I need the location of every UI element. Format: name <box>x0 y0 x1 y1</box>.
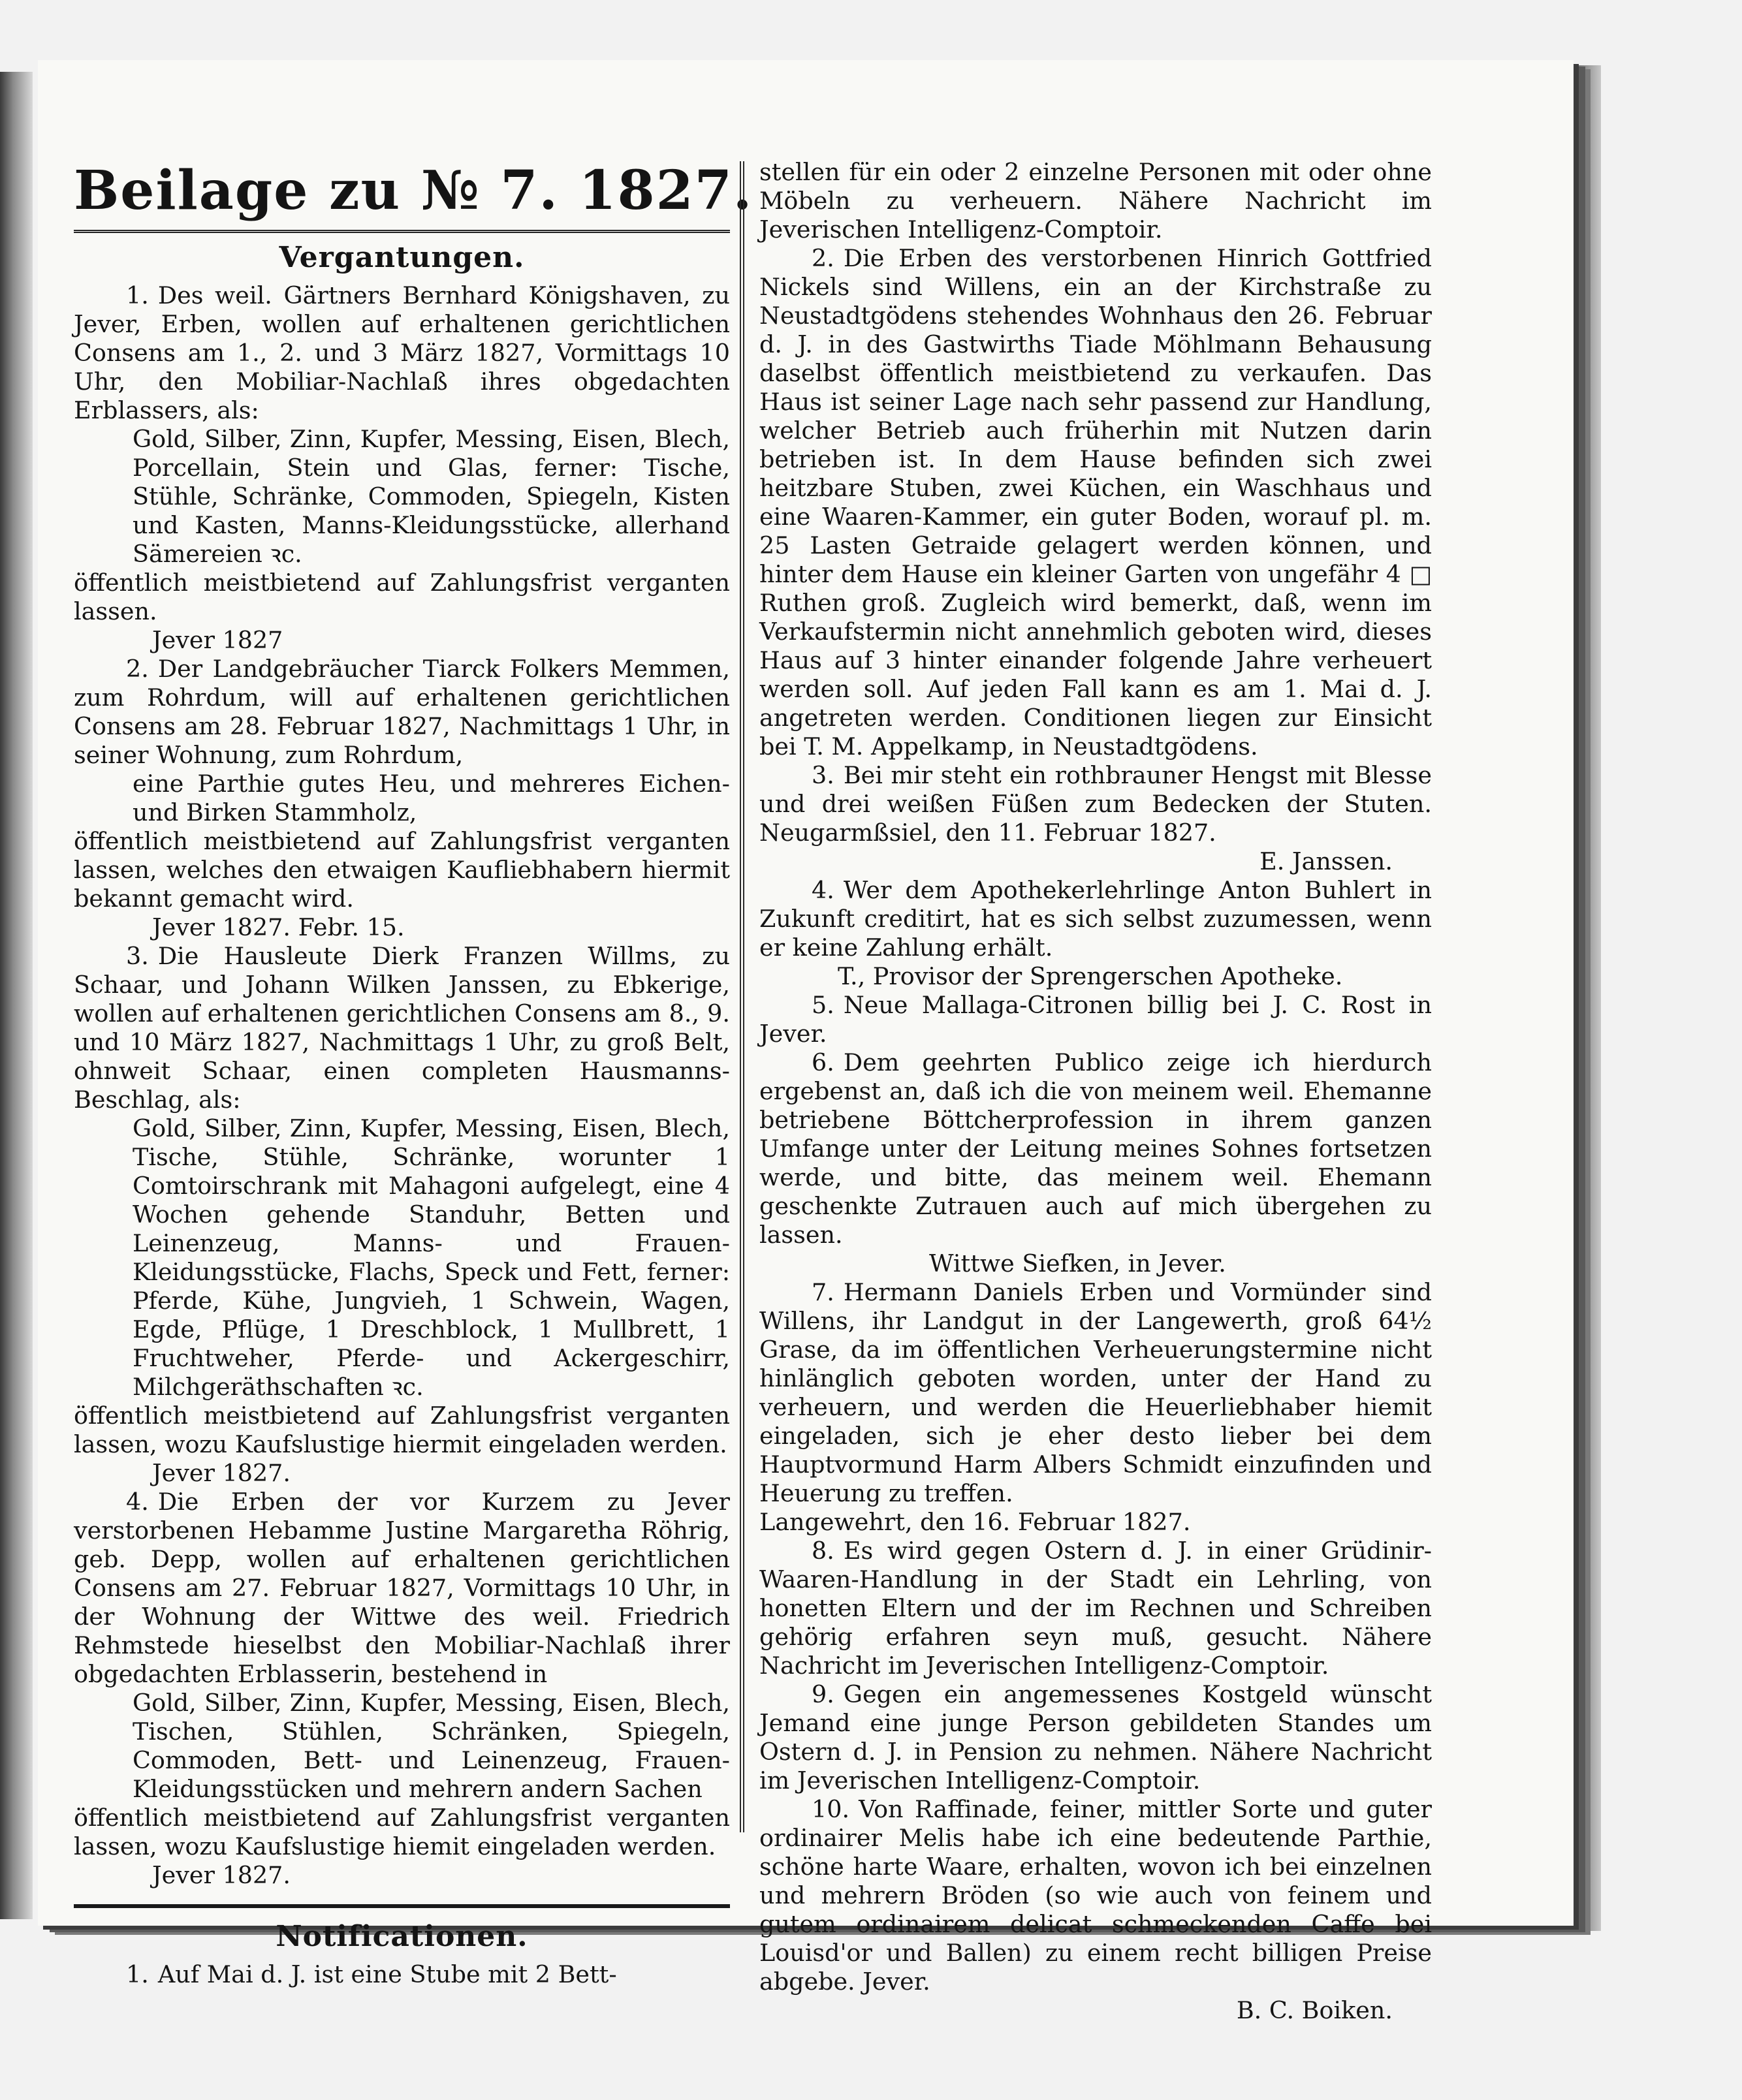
section-heading-notificationen: Notificationen. <box>276 1920 528 1953</box>
notice-intro: Der Landgebräucher Tiarck Folkers Memmen, zum Rohrdum, will auf erhaltenen gerichtlichen Consens am 28. Februar 1827, Nachmittags 1 Uhr, in seiner Wohnung, zum Rohrdum, <box>74 655 730 769</box>
notice-number: 2. <box>126 655 149 683</box>
auction-notice-2 <box>74 655 730 942</box>
notification-8 <box>759 1537 1432 1680</box>
notice-number: 7. <box>812 1278 834 1306</box>
notice-text: Die Erben des verstorbenen Hinrich Gottfried Nickels sind Willens, ein an der Kirchstraße zu Neustadtgödens stehendes Wohnhaus den 26. Februar d. J. in des Gastwirths Tiade Möhlmann Behausung daselbst öffentlich meistbietend zu verkaufen. Das Haus ist seiner Lage nach sehr passend zur Handlung, welcher Betrieb auch früherhin mit Nutzen darin betrieben ist. In dem Hause befinden sich zwei heitzbare Stuben, zwei Küchen, ein Waschhaus und eine Waaren-Kammer, ein guter Boden, worauf pl. m. 25 Lasten Getraide gelagert werden können, und hinter dem Hause ein kleiner Garten von ungefähr 4 □ Ruthen groß. Zugleich wird bemerkt, daß, wenn im Verkaufstermin nicht annehmlich geboten wird, dieses Haus auf 3 hinter einander folgende Jahre verheuert werden soll. Auf jeden Fall kann es am 1. Mai d. J. angetreten werden. Conditionen liegen zur Einsicht bei T. M. Appelkamp, in Neustadtgödens. <box>759 244 1432 760</box>
notification-5 <box>759 991 1432 1048</box>
auction-notice-4 <box>74 1488 730 1890</box>
notice-text: Auf Mai d. J. ist eine Stube mit 2 Bett- <box>157 1960 617 1988</box>
notice-number: 6. <box>812 1048 834 1076</box>
notice-signoff: Jever 1827. Febr. 15. <box>152 913 405 941</box>
notice-text: Wer dem Apothekerlehrlinge Anton Buhlert in Zukunft creditirt, hat es sich selbst zuzumessen, wenn er keine Zahlung erhält. <box>759 876 1432 962</box>
notice-outro: öffentlich meistbietend auf Zahlungsfrist verganten lassen, wozu Kaufslustige hiemit eingeladen werden. <box>74 1804 730 1860</box>
notification-1-start <box>74 1960 730 1989</box>
notice-intro: Des weil. Gärtners Bernhard Königshaven, zu Jever, Erben, wollen auf erhaltenen gerichtlichen Consens am 1., 2. und 3 März 1827, Vormittags 10 Uhr, den Mobiliar-Nachlaß ihres obgedachten Erblassers, als: <box>74 281 730 424</box>
notice-signoff: Jever 1827. <box>152 1861 291 1889</box>
section-heading-vergantungen: Vergantungen. <box>279 241 525 274</box>
notification-2 <box>759 244 1432 761</box>
notice-outro: öffentlich meistbietend auf Zahlungsfrist verganten lassen, wozu Kaufslustige hiermit eingeladen werden. <box>74 1402 730 1458</box>
left-column <box>74 158 753 1989</box>
notice-number: 2. <box>812 244 834 272</box>
notice-text: Hermann Daniels Erben und Vormünder sind Willens, ihr Landgut in der Langewerth, groß 64½ Grase, da im öffentlichen Verheuerungstermine nicht hinlänglich geboten worden, unter der Hand zu verheuern, und werden die Heuerliebhaber hiemit eingeladen, sich je eher desto lieber bei dem Hauptvormund Harm Albers Schmidt einzufinden und Heuerung zu treffen. <box>759 1278 1432 1507</box>
notice-text: Es wird gegen Ostern d. J. in einer Grüdinir-Waaren-Handlung in der Stadt ein Lehrling, von honetten Eltern und der im Rechnen und Schreiben gehörig erfahren seyn muß, gesucht. Nähere Nachricht im Jeverischen Intelligenz-Comptoir. <box>759 1537 1432 1680</box>
notification-3 <box>759 761 1432 847</box>
notice-intro: Die Erben der vor Kurzem zu Jever verstorbenen Hebamme Justine Margaretha Röhrig, geb. Depp, wollen auf erhaltenen gerichtlichen Consens am 27. Februar 1827, Vormittags 10 Uhr, in der Wohnung der Wittwe des weil. Friedrich Rehmstede hieselbst den Mobiliar-Nachlaß ihrer obgedachten Erblasserin, bestehend in <box>74 1488 730 1688</box>
notice-signoff: Jever 1827. <box>152 1459 291 1487</box>
notice-goods: Gold, Silber, Zinn, Kupfer, Messing, Eisen, Blech, Tische, Stühle, Schränke, worunter 1 Comtoirschrank mit Mahagoni aufgelegt, eine 4 Wochen gehende Standuhr, Betten und Leinenzeug, Manns- und Frauen-Kleidungsstücke, Flachs, Speck und Fett, ferner: Pferde, Kühe, Jungvieh, 1 Schwein, Wagen, Egde, Pflüge, 1 Dreschblock, 1 Mullbrett, 1 Fruchtweher, Pferde- und Ackergeschirr, Milchgeräthschaften ꝛc. <box>133 1114 730 1401</box>
notice-outro: öffentlich meistbietend auf Zahlungsfrist verganten lassen. <box>74 569 730 625</box>
column-divider <box>740 161 744 1832</box>
notification-7 <box>759 1278 1432 1508</box>
section-divider <box>74 1904 730 1908</box>
masthead-title: Beilage zu № 7. 1827. <box>74 158 730 233</box>
notification-6 <box>759 1048 1432 1249</box>
notice-text: Neue Mallaga-Citronen billig bei J. C. Rost in Jever. <box>759 991 1432 1048</box>
notice-outro: öffentlich meistbietend auf Zahlungsfrist verganten lassen, welches den etwaigen Kaufliebhabern hiermit bekannt gemacht wird. <box>74 827 730 913</box>
notice-signoff: B. C. Boiken. <box>1236 1996 1393 2024</box>
notice-number: 4. <box>812 876 834 904</box>
notice-goods: Gold, Silber, Zinn, Kupfer, Messing, Eisen, Blech, Porcellain, Stein und Glas, ferner: Tische, Stühle, Schränke, Commoden, Spiegeln, Kisten und Kasten, Manns-Kleidungsstücke, allerhand Sämereien ꝛc. <box>133 425 730 568</box>
newspaper-page <box>38 60 1574 2024</box>
notice-number: 4. <box>126 1488 149 1516</box>
notice-intro: Die Hausleute Dierk Franzen Willms, zu Schaar, und Johann Wilken Janssen, zu Ebkerige, wollen auf erhaltenen gerichtlichen Consens am 8., 9. und 10 März 1827, Nachmittags 1 Uhr, zu groß Belt, ohnweit Schaar, einen completen Hausmanns-Beschlag, als: <box>74 942 730 1114</box>
notice-number: 9. <box>812 1680 834 1708</box>
notice-number: 8. <box>812 1537 834 1565</box>
notice-number: 1. <box>126 1960 149 1988</box>
right-column <box>759 158 1432 2025</box>
notice-number: 10. <box>812 1795 850 1823</box>
notification-1-continued: stellen für ein oder 2 einzelne Personen mit oder ohne Möbeln zu verheuern. Nähere Nachricht im Jeverischen Intelligenz-Comptoir. <box>759 158 1432 243</box>
adjacent-page-edge <box>0 72 33 1919</box>
notice-number: 3. <box>126 942 149 970</box>
notification-10 <box>759 1795 1432 1996</box>
page-stack-edge <box>1575 65 1601 1931</box>
notice-goods: Gold, Silber, Zinn, Kupfer, Messing, Eisen, Blech, Tischen, Stühlen, Schränken, Spiegeln, Commoden, Bett- und Leinenzeug, Frauen-Kleidungsstücken und mehrern andern Sachen <box>133 1689 730 1803</box>
notice-signoff: Jever 1827 <box>152 626 283 654</box>
notice-signoff: Langewehrt, den 16. Februar 1827. <box>759 1508 1191 1536</box>
notice-text: Bei mir steht ein rothbrauner Hengst mit Blesse und drei weißen Füßen zum Bedecken der Stuten. Neugarmßsiel, den 11. Februar 1827. <box>759 761 1432 847</box>
notice-text: Gegen ein angemessenes Kostgeld wünscht Jemand eine junge Person gebildeten Standes um Ostern d. J. in Pension zu nehmen. Nähere Nachricht im Jeverischen Intelligenz-Comptoir. <box>759 1680 1432 1794</box>
auction-notice-1 <box>74 281 730 655</box>
notification-9 <box>759 1680 1432 1795</box>
notice-signoff: T., Provisor der Sprengerschen Apotheke. <box>838 962 1343 990</box>
notice-number: 3. <box>812 761 834 789</box>
notice-text: Dem geehrten Publico zeige ich hierdurch ergebenst an, daß ich die von meinem weil. Ehemanne betriebene Böttcherprofession in ihrem ganzen Umfange unter der Leitung meines Sohnes fortsetzen werde, und bitte, das meinem weil. Ehemann geschenkte Zutrauen auch auf mich übergehen zu lassen. <box>759 1048 1432 1249</box>
notice-number: 5. <box>812 991 834 1019</box>
notice-number: 1. <box>126 281 149 309</box>
notification-4 <box>759 876 1432 962</box>
notice-goods: eine Parthie gutes Heu, und mehreres Eichen- und Birken Stammholz, <box>133 770 730 826</box>
notice-signoff: Wittwe Siefken, in Jever. <box>929 1249 1226 1277</box>
notice-text: Von Raffinade, feiner, mittler Sorte und guter ordinairer Melis habe ich eine bedeutende Parthie, schöne harte Waare, erhalten, wovon ich bei einzelnen und mehrern Bröden (so wie auch von feinem und gutem ordinairem delicat schmeckenden Caffe bei Louisd'or und Ballen) zu einem recht billigen Preise abgebe. Jever. <box>759 1795 1432 1996</box>
auction-notice-3 <box>74 942 730 1488</box>
notice-signoff: E. Janssen. <box>1259 847 1393 875</box>
